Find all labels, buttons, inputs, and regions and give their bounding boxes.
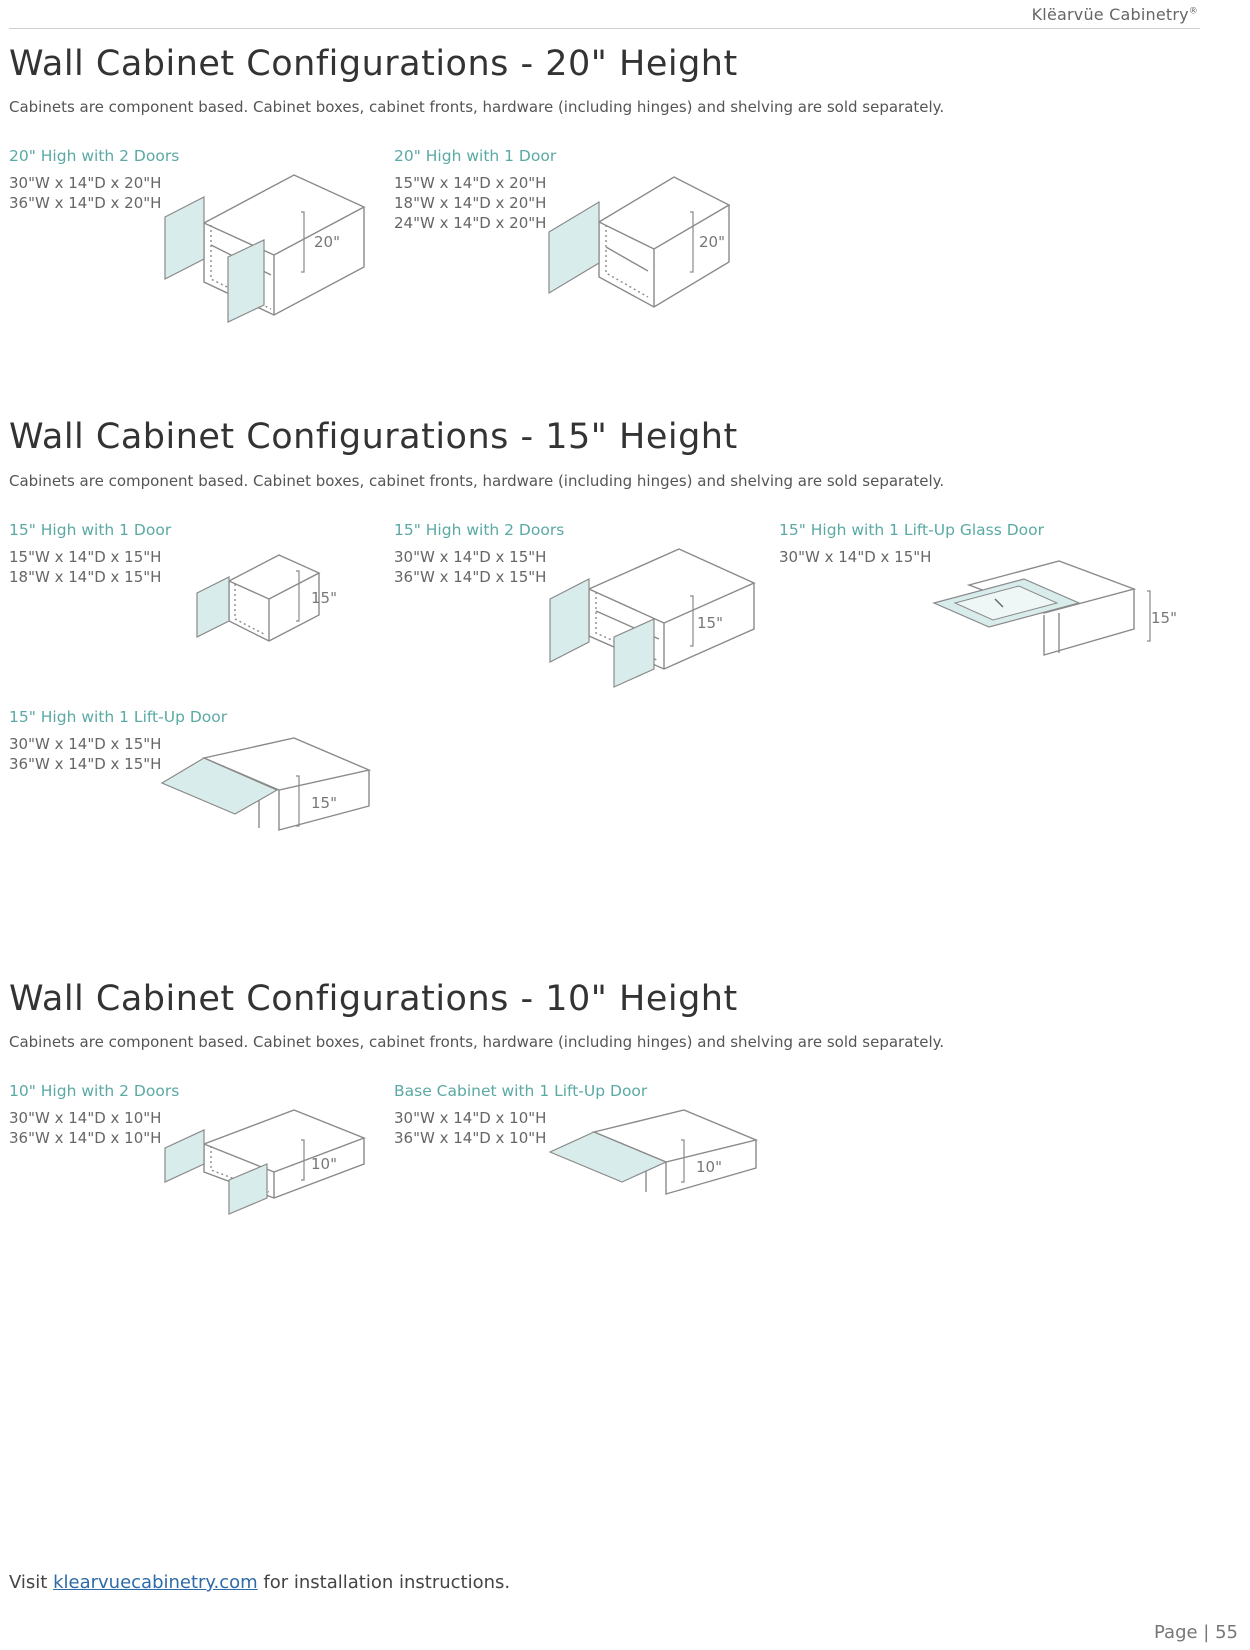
item-title: 15" High with 1 Lift-Up Door	[9, 708, 228, 726]
size-line: 30"W x 14"D x 15"H	[9, 735, 162, 753]
size-list	[9, 547, 161, 587]
size-line: 15"W x 14"D x 20"H	[394, 174, 547, 192]
two-door-cabinet-icon	[159, 167, 379, 327]
dimension-label: 10"	[311, 1155, 337, 1173]
size-line: 30"W x 14"D x 15"H	[394, 548, 547, 566]
config-item	[779, 521, 1177, 701]
size-line: 36"W x 14"D x 20"H	[9, 194, 162, 212]
item-title: 20" High with 2 Doors	[9, 147, 180, 165]
one-door-cabinet-icon	[159, 541, 379, 701]
section-title-15: Wall Cabinet Configurations - 15" Height	[9, 417, 738, 457]
lift-up-glass-door-cabinet-icon	[929, 541, 1177, 701]
config-item	[9, 147, 389, 327]
section-note-10: Cabinets are component based. Cabinet boxes, cabinet fronts, hardware (including hinges) and shelving are sold separately.	[9, 1033, 945, 1051]
lift-up-door-cabinet-icon	[544, 1102, 764, 1262]
size-list	[9, 173, 161, 213]
size-list	[9, 1108, 161, 1148]
config-item	[394, 521, 774, 701]
config-item	[9, 1082, 389, 1262]
footer-instructions	[9, 1572, 510, 1593]
section-note-15: Cabinets are component based. Cabinet boxes, cabinet fronts, hardware (including hinges) and shelving are sold separately.	[9, 472, 945, 490]
two-door-cabinet-icon	[159, 1102, 379, 1262]
size-line: 30"W x 14"D x 20"H	[9, 174, 162, 192]
two-door-cabinet-icon	[544, 541, 764, 701]
size-line: 30"W x 14"D x 15"H	[779, 548, 932, 566]
item-title: 10" High with 2 Doors	[9, 1082, 180, 1100]
size-line: 36"W x 14"D x 15"H	[394, 568, 547, 586]
item-title: 20" High with 1 Door	[394, 147, 557, 165]
size-list	[394, 173, 546, 233]
size-line: 24"W x 14"D x 20"H	[394, 214, 547, 232]
brand-rule	[9, 28, 1200, 29]
dimension-label: 10"	[696, 1158, 722, 1176]
registered-mark: ®	[1188, 6, 1198, 17]
config-item	[394, 1082, 774, 1262]
lift-up-door-cabinet-icon	[159, 728, 379, 888]
footer-prefix: Visit	[9, 1572, 54, 1593]
dimension-label: 15"	[1151, 609, 1177, 627]
dimension-label: 15"	[311, 589, 337, 607]
size-list	[394, 1108, 546, 1148]
footer-suffix: for installation instructions.	[257, 1572, 511, 1593]
size-line: 15"W x 14"D x 15"H	[9, 548, 162, 566]
dimension-label: 15"	[311, 794, 337, 812]
one-door-cabinet-icon	[544, 167, 764, 327]
size-line: 18"W x 14"D x 15"H	[9, 568, 162, 586]
size-list	[394, 547, 546, 587]
dimension-label: 20"	[699, 233, 725, 251]
dimension-label: 15"	[697, 614, 723, 632]
config-item	[9, 708, 389, 888]
config-item	[394, 147, 774, 327]
size-line: 18"W x 14"D x 20"H	[394, 194, 547, 212]
item-title: 15" High with 1 Door	[9, 521, 172, 539]
item-title: Base Cabinet with 1 Lift-Up Door	[394, 1082, 648, 1100]
size-line: 36"W x 14"D x 10"H	[9, 1129, 162, 1147]
section-note-20: Cabinets are component based. Cabinet boxes, cabinet fronts, hardware (including hinges) and shelving are sold separately.	[9, 98, 945, 116]
section-title-10: Wall Cabinet Configurations - 10" Height	[9, 979, 738, 1019]
size-line: 30"W x 14"D x 10"H	[9, 1109, 162, 1127]
size-line: 30"W x 14"D x 10"H	[394, 1109, 547, 1127]
page-number: Page | 55	[1154, 1622, 1238, 1643]
section-title-20: Wall Cabinet Configurations - 20" Height	[9, 44, 738, 84]
brand-text: Klëarvüe Cabinetry	[1031, 5, 1189, 24]
item-title: 15" High with 1 Lift-Up Glass Door	[779, 521, 1045, 539]
website-link[interactable]: klearvuecabinetry.com	[53, 1572, 258, 1593]
dimension-label: 20"	[314, 233, 340, 251]
size-list	[9, 734, 161, 774]
brand-name	[1032, 5, 1198, 24]
size-line: 36"W x 14"D x 15"H	[9, 755, 162, 773]
config-item	[9, 521, 389, 701]
size-list	[779, 547, 931, 567]
size-line: 36"W x 14"D x 10"H	[394, 1129, 547, 1147]
item-title: 15" High with 2 Doors	[394, 521, 565, 539]
